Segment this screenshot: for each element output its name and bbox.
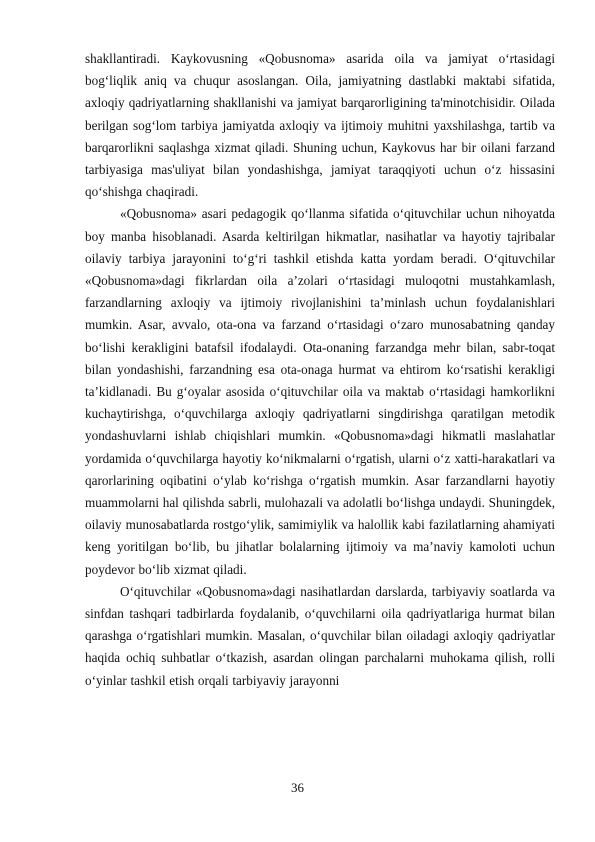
paragraph-qobusnoma-pedagogical: «Qobusnoma» asari pedagogik qo‘llanma sifatida o‘qituvchilar uchun nihoyatda boy manba hisoblanadi. Asarda keltirilgan hikmatlar, nasihatlar va hayotiy tajribalar oilaviy tarbiya jarayonini to‘g‘ri tashkil etishda katta yordam beradi. O‘qituvchilar «Qobusnoma»dagi fikrlardan oila a’zolari o‘rtasidagi muloqotni mustahkamlash, farzandlarning axloqiy va ijtimoiy rivojlanishini ta’minlash uchun foydalanishlari mumkin. Asar, avvalo, ota-ona va farzand o‘rtasidagi o‘zaro munosabatning qanday bo‘lishi kerakligini batafsil ifodalaydi. Ota-onaning farzandga mehr bilan, sabr-toqat bilan yondashishi, farzandning esa ota-onaga hurmat va ehtirom ko‘rsatishi kerakligi ta’kidlanadi. Bu g‘oyalar asosida o‘qituvchilar oila va maktab o‘rtasidagi hamkorlikni kuchaytirishga, o‘quvchilarga axloqiy qadriyatlarni singdirishga qaratilgan metodik yondashuvlarni ishlab chiqishlari mumkin. «Qobusnoma»dagi hikmatli maslahatlar yordamida o‘quvchilarga hayotiy ko‘nikmalarni o‘rgatish, ularni o‘z xatti-harakatlari va qarorlarining oqibatini o‘ylab ko‘rishga o‘rgatish mumkin. Asar farzandlarni hayotiy muammolarni hal qilishda sabrli, mulohazali va adolatli bo‘lishga undaydi. Shuningdek, oilaviy munosabatlarda rostgo‘ylik, samimiylik va halollik kabi fazilatlarning ahamiyati keng yoritilgan bo‘lib, bu jihatlar bolalarning ijtimoiy va ma’naviy kamoloti uchun poydevor bo‘lib xizmat qiladi. bbox=[85, 206, 555, 577]
paragraph-teachers-usage: O‘qituvchilar «Qobusnoma»dagi nasihatlardan darslarda, tarbiyaviy soatlarda va sinfdan tashqari tadbirlarda foydalanib, o‘quvchilarni oila qadriyatlariga hurmat bilan qarashga o‘rgatishlari mumkin. Masalan, o‘quvchilar bilan oiladagi axloqiy qadriyatlar haqida ochiq suhbatlar o‘tkazish, asardan olingan parchalarni muhokama qilish, rolli o‘yinlar tashkil etish orqali tarbiyaviy jarayonni bbox=[85, 583, 555, 688]
page-body bbox=[85, 48, 555, 692]
paragraph-continuation: shakllantiradi. Kaykovusning «Qobusnoma» asarida oila va jamiyat o‘rtasidagi bog‘liqlik aniq va chuqur asoslangan. Oila, jamiyatning dastlabki maktabi sifatida, axloqiy qadriyatlarning shakllanishi va jamiyat barqarorligining ta'minotchisidir. Oilada berilgan sog‘lom tarbiya jamiyatda axloqiy va ijtimoiy muhitni yaxshilashga, tartib va barqarorlikni saqlashga xizmat qiladi. Shuning uchun, Kaykovus har bir oilani farzand tarbiyasiga mas'uliyat bilan yondashishga, jamiyat taraqqiyoti uchun o‘z hissasini qo‘shishga chaqiradi. bbox=[85, 51, 555, 200]
page-number: 36 bbox=[291, 780, 304, 795]
